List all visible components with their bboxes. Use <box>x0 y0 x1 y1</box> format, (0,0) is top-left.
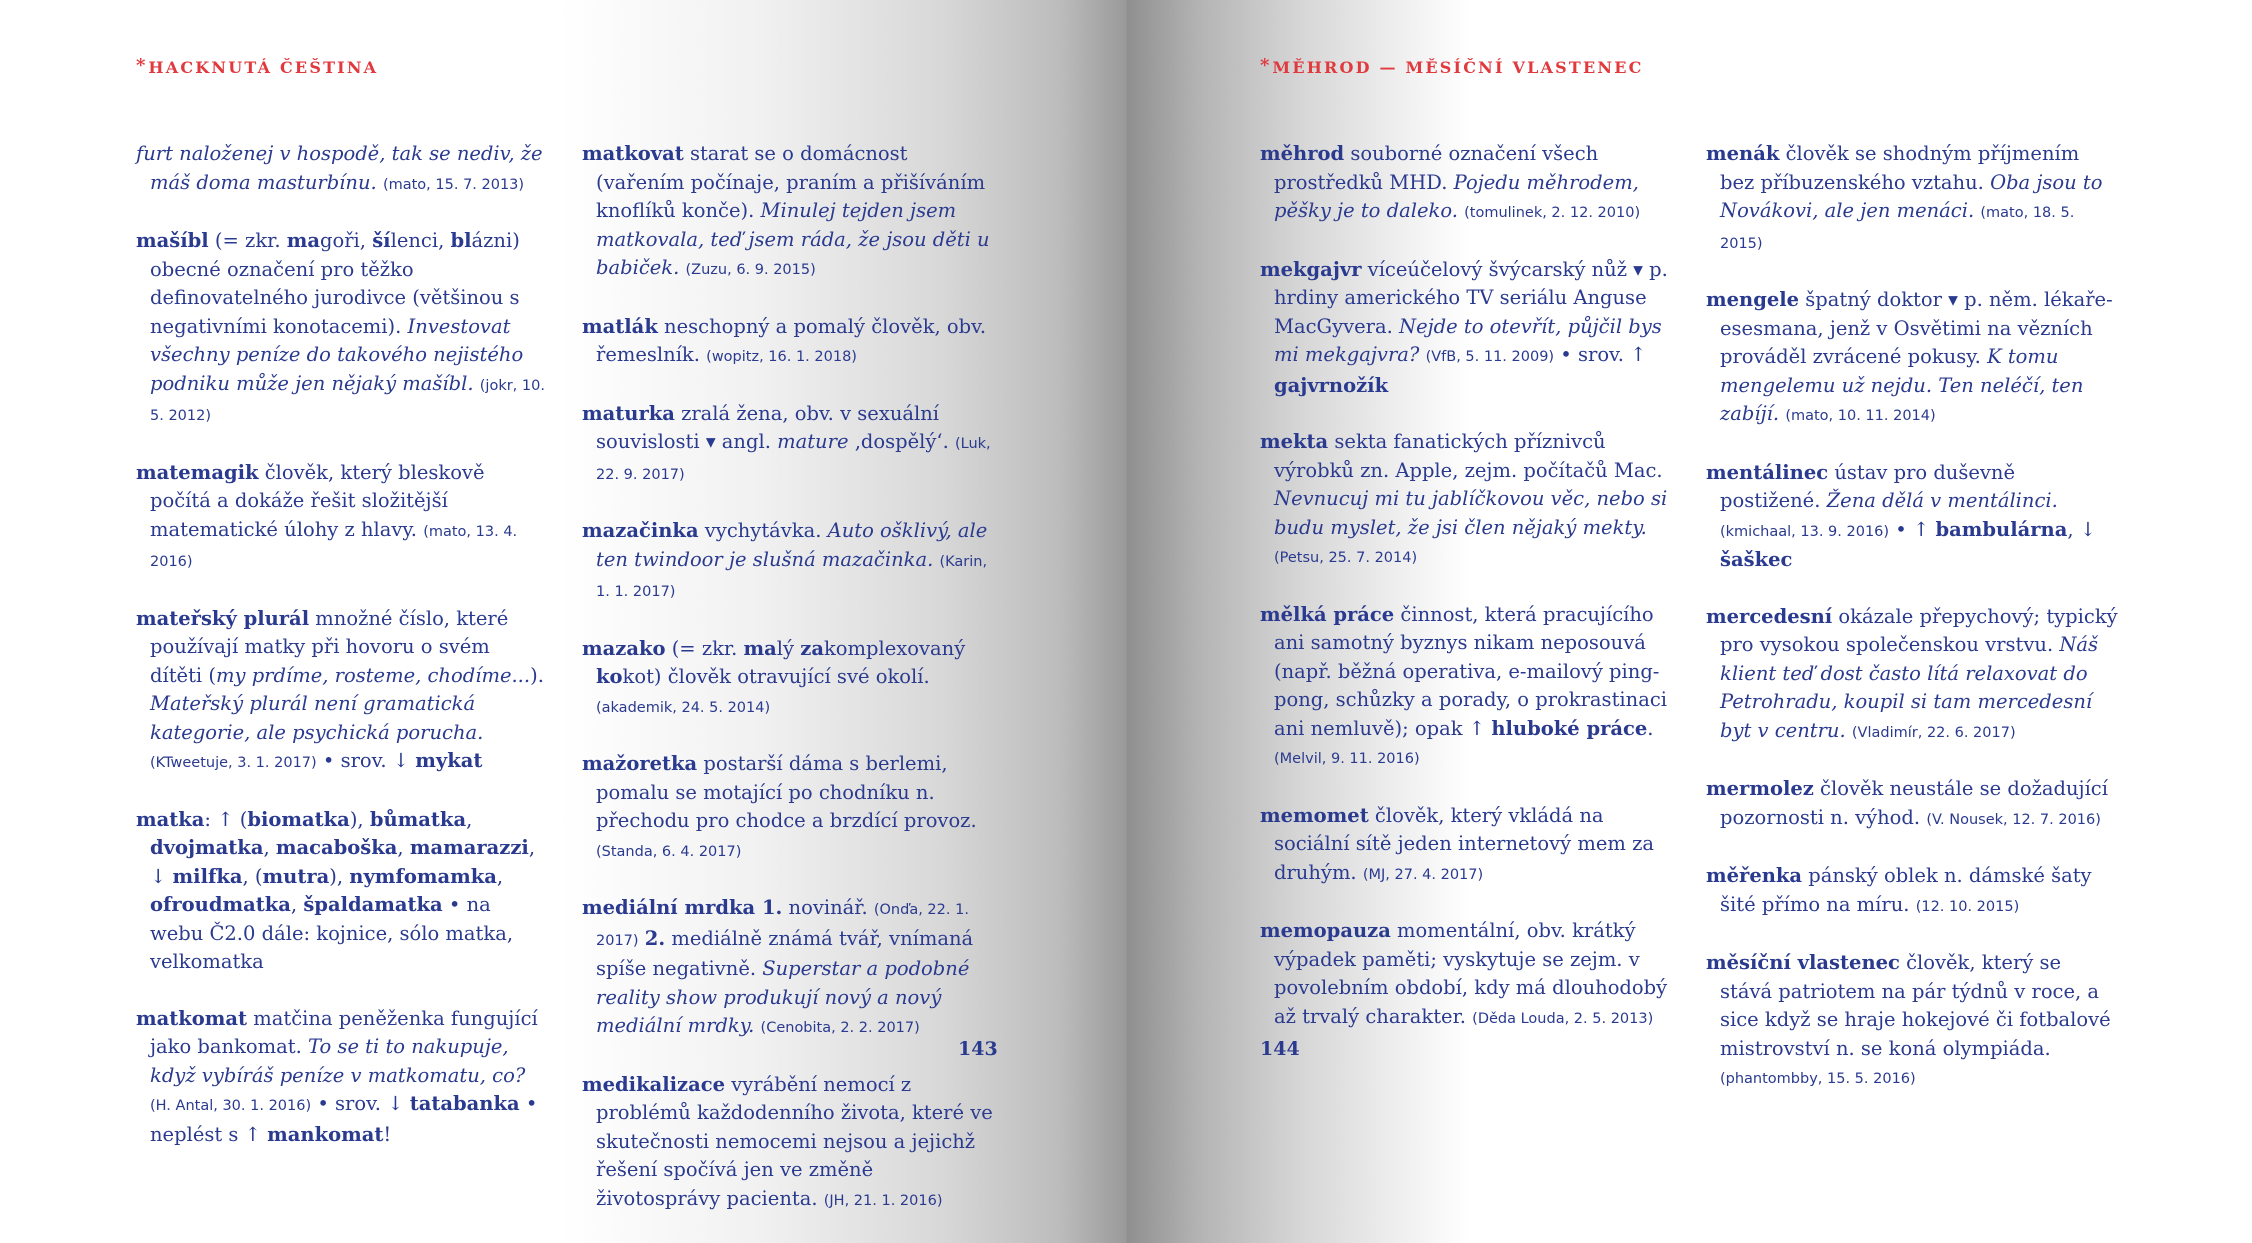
running-header-left <box>136 57 378 78</box>
dictionary-entry: mazako (= zkr. malý zakomplexovaný kokot) člověk otravující své okolí. (akademik, 24. 5. 2014) <box>582 636 966 716</box>
dictionary-entry: matemagik člověk, který bleskově počítá a dokáže řešit složitější matematické úlohy z hlavy. (mato, 13. 4. 2016) <box>136 460 518 570</box>
asterisk-icon: * <box>1260 55 1270 76</box>
dictionary-entry: memopauza momentální, obv. krátký výpadek paměti; vyskytuje se zejm. v povolebním období, kdy má dlouhodobý až trvalý charakter. (Děda Louda, 2. 5. 2013) <box>1260 919 1668 1028</box>
dictionary-entry: matkovat starat se o domácnost (vařením počínaje, praním a přišíváním knoflíků konče). Minulej tejden jsem matkovala, teď jsem ráda, že jsou děti u babiček. (Zuzu, 6. 9. 2015) <box>582 142 990 279</box>
dictionary-entry: mekta sekta fanatických příznivců výrobků zn. Apple, zejm. počítačů Mac. Nevnucuj mi tu jablíčkovou věc, nebo si budu myslet, že jsi člen nějaký mekty. (Petsu, 25. 7. 2014) <box>1260 430 1668 566</box>
right-page <box>1126 0 2252 1125</box>
dictionary-entry: mercedesní okázale přepychový; typický pro vysokou společenskou vrstvu. Náš klient teď dost často lítá relaxovat do Petrohradu, koupil si tam mercedesní byt v centru. (Vladimír, 22. 6. 2017) <box>1706 604 2118 742</box>
dictionary-entry: memomet člověk, který vkládá na sociální sítě jeden internetový mem za druhým. (MJ, 27. 4. 2017) <box>1260 803 1654 884</box>
page-number-right: 144 <box>1260 1038 1300 1060</box>
header-title: MĚHROD — MĚSÍČNÍ VLASTENEC <box>1272 58 1644 77</box>
dictionary-entry: menák člověk se shodným příjmením bez příbuzenského vztahu. Oba jsou to Novákovi, ale jen menáci. (mato, 18. 5. 2015) <box>1706 142 2103 252</box>
dictionary-entry: mekgajvr víceúčelový švýcarský nůž ▾ p. hrdiny amerického TV seriálu Anguse MacGyvera. Nejde to otevřít, půjčil bys mi mekgajvra? (VfB, 5. 11. 2009) • srov. ↑ gajvrnožík <box>1260 257 1668 397</box>
dictionary-entry: matka: ↑ (biomatka), bůmatka, dvojmatka, macaboška, mamarazzi, ↓ milfka, (mutra), nymfomamka, ofroudmatka, špaldamatka • na webu Č2.0 dále: kojnice, sólo matka, velkomatka <box>136 807 536 973</box>
dictionary-entry: mašíbl (= zkr. magoři, šílenci, blázni) obecné označení pro těžko definovatelného jurodivce (většinou s negativními konotacemi). Investovat všechny peníze do takového nejistého podniku může jen nějaký mašíbl. (jokr, 10. 5. 2012) <box>136 229 545 424</box>
page-number-left: 143 <box>958 1038 998 1060</box>
dictionary-entry: mažoretka postarší dáma s berlemi, pomalu se motající po chodníku n. přechodu pro chodce a brzdící provoz. (Standa, 6. 4. 2017) <box>582 752 977 860</box>
dictionary-entry: měřenka pánský oblek n. dámské šaty šité přímo na míru. (12. 10. 2015) <box>1706 864 2092 916</box>
left-column-1 <box>136 140 548 1177</box>
dictionary-entry: maturka zralá žena, obv. v sexuální souvislosti ▾ angl. mature ‚dospělý‘. (Luk, 22. 9. 2017) <box>582 401 991 483</box>
right-column-1 <box>1260 140 1672 1061</box>
dictionary-entry: měsíční vlastenec člověk, který se stává patriotem na pár týdnů v roce, a sice když se hraje hokejové či fotbalové mistrovství n. se koná olympiáda. (phantombby, 15. 5. 2016) <box>1706 951 2111 1087</box>
dictionary-entry: mermolez člověk neustále se dožadující pozornosti n. výhod. (V. Nousek, 12. 7. 2016) <box>1706 777 2108 829</box>
dictionary-entry: mazačinka vychytávka. Auto ošklivý, ale ten twindoor je slušná mazačinka. (Karin, 1. 1. 2017) <box>582 519 988 600</box>
right-column-2 <box>1706 140 2118 1122</box>
dictionary-entry: mentálinec ústav pro duševně postižené. Žena dělá v mentálinci. (kmichaal, 13. 9. 2016) • ↑ bambulárna, ↓ šaškec <box>1706 460 2097 571</box>
running-header-right <box>1260 57 1644 78</box>
asterisk-icon: * <box>136 55 146 76</box>
dictionary-entry: mělká práce činnost, která pracujícího ani samotný byznys nikam neposouvá (např. běžná operativa, e-mailový ping-pong, schůzky a porady, o prokrastinaci ani nemluvě); opak ↑ hluboké práce. (Melvil, 9. 11. 2016) <box>1260 602 1667 767</box>
dictionary-entry: medikalizace vyrábění nemocí z problémů každodenního života, které ve skutečnosti nemocemi nejsou a jejichž řešení spočívá jen ve změně životosprávy pacienta. (JH, 21. 1. 2016) <box>582 1072 993 1210</box>
dictionary-entry: matkomat matčina peněženka fungující jako bankomat. To se ti to nakupuje, když vybíráš peníze v matkomatu, co? (H. Antal, 30. 1. 2016) • srov. ↓ tatabanka • neplést s ↑ mankomat! <box>136 1006 538 1146</box>
left-page <box>0 0 1126 1210</box>
dictionary-entry: měhrod souborné označení všech prostředků MHD. Pojedu měhrodem, pěšky je to daleko. (tomulinek, 2. 12. 2010) <box>1260 142 1641 222</box>
dictionary-entry: mengele špatný doktor ▾ p. něm. lékaře-esesmana, jenž v Osvětimi na vězních prováděl zvrácené pokusy. K tomu mengelemu už nejdu. Ten neléčí, ten zabíjí. (mato, 10. 11. 2014) <box>1706 288 2113 425</box>
dictionary-entry: matlák neschopný a pomalý člověk, obv. řemeslník. (wopitz, 16. 1. 2018) <box>582 314 987 366</box>
dictionary-entry: furt naloženej v hospodě, tak se nediv, že máš doma masturbínu. (mato, 15. 7. 2013) <box>136 142 543 194</box>
dictionary-entry: mediální mrdka 1. novinář. (Onďa, 22. 1. 2017) 2. mediálně známá tvář, vnímaná spíše negativně. Superstar a podobné reality show produkují nový a nový mediální mrdky. (Cenobita, 2. 2. 2017) <box>582 896 974 1037</box>
left-column-2 <box>582 140 994 1243</box>
header-title: HACKNUTÁ ČEŠTINA <box>148 58 379 77</box>
dictionary-entry: mateřský plurál množné číslo, které používají matky při hovoru o svém dítěti (my prdíme, rosteme, chodíme...). Mateřský plurál není gramatická kategorie, ale psychická porucha. (KTweetuje, 3. 1. 2017) • srov. ↓ mykat <box>136 606 544 772</box>
